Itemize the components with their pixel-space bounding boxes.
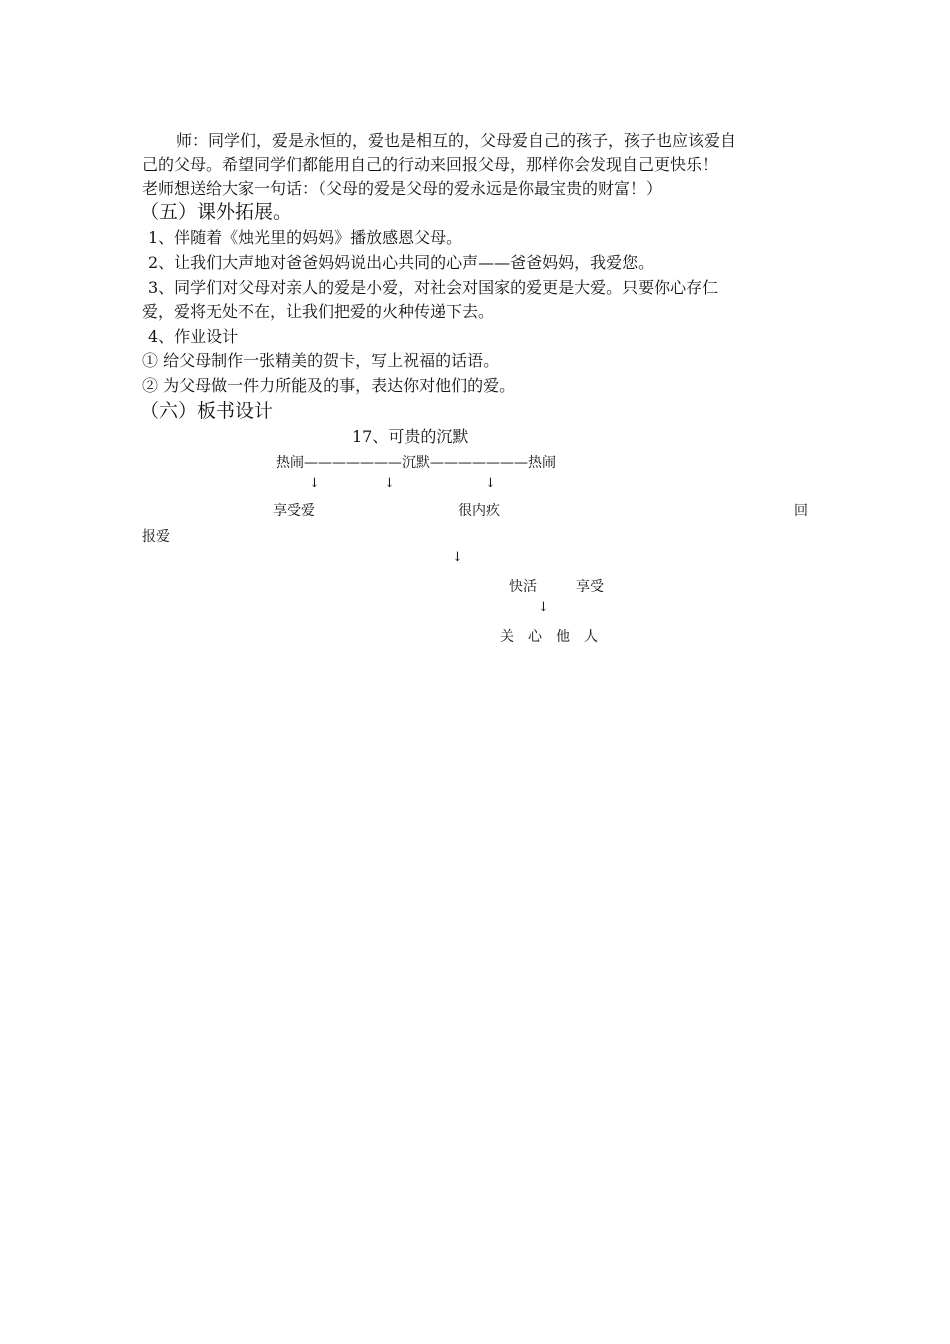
- down-arrow-icon: ↓: [452, 550, 463, 565]
- homework-item: ② 为父母做一件力所能及的事，表达你对他们的爱。: [142, 376, 516, 395]
- section-heading: （六）板书设计: [140, 400, 274, 422]
- down-arrow-icon: ↓: [538, 600, 549, 615]
- list-item: 4、作业设计: [148, 327, 239, 346]
- list-item: 3、同学们对父母对亲人的爱是小爱，对社会对国家的爱更是大爱。只要你心存仁: [148, 278, 719, 297]
- down-arrow-icon: ↓: [485, 476, 496, 491]
- paragraph-line: 老师想送给大家一句话：（父母的爱是父母的爱永远是你最宝贵的财富！）: [142, 179, 663, 198]
- list-item: 2、让我们大声地对爸爸妈妈说出心共同的心声——爸爸妈妈，我爱您。: [148, 253, 655, 272]
- homework-item: ① 给父母制作一张精美的贺卡，写上祝福的话语。: [142, 351, 500, 370]
- list-item: 爱，爱将无处不在，让我们把爱的火种传递下去。: [142, 302, 495, 321]
- board-node: 享受: [576, 579, 604, 595]
- board-node: 享受爱: [273, 503, 315, 519]
- section-heading: （五）课外拓展。: [140, 201, 293, 223]
- down-arrow-icon: ↓: [309, 476, 320, 491]
- board-node: 很内疚: [458, 503, 500, 519]
- list-item: 1、伴随着《烛光里的妈妈》播放感恩父母。: [148, 228, 463, 247]
- board-node: 报爱: [142, 529, 170, 545]
- down-arrow-icon: ↓: [384, 476, 395, 491]
- board-node: 回: [794, 503, 808, 519]
- board-node: 快活: [509, 579, 537, 595]
- board-title: 17、可贵的沉默: [352, 427, 469, 446]
- paragraph-line: 己的父母。希望同学们都能用自己的行动来回报父母，那样你会发现自己更快乐！: [142, 155, 719, 174]
- board-node: 关心他人: [500, 629, 612, 645]
- paragraph-line: 师：同学们，爱是永恒的，爱也是相互的，父母爱自己的孩子，孩子也应该爱自: [176, 131, 737, 150]
- board-row: 热闹———————沉默———————热闹: [276, 455, 556, 471]
